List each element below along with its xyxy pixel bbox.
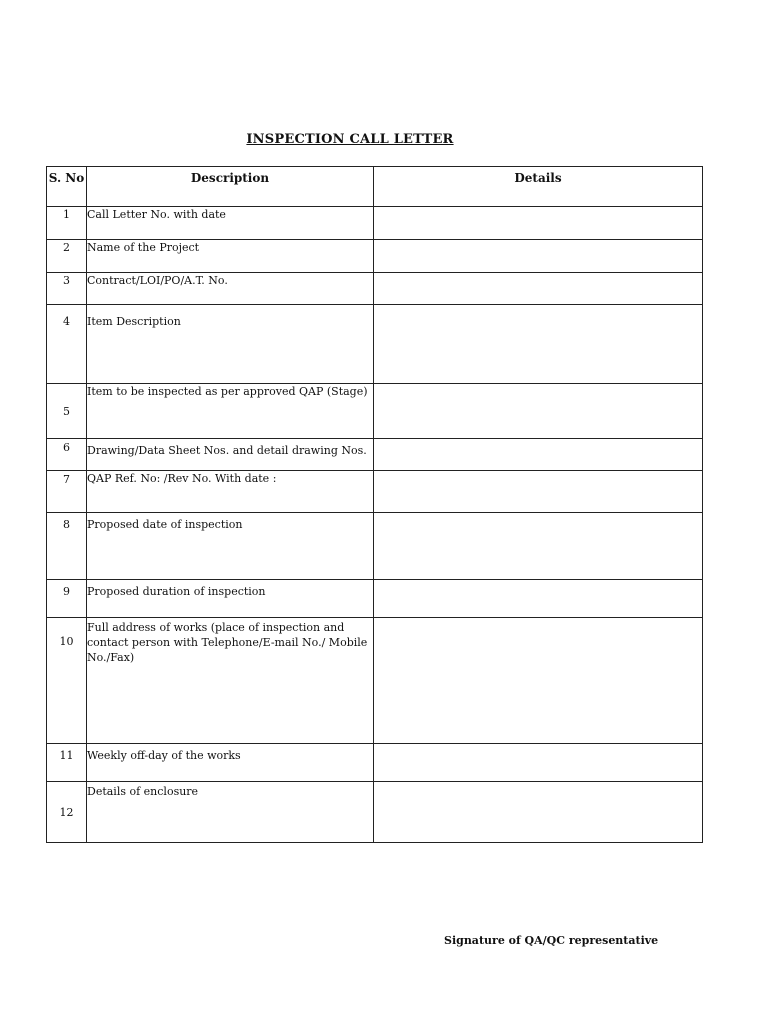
row-description: Proposed duration of inspection xyxy=(87,580,374,618)
table-row xyxy=(47,273,703,305)
table-row xyxy=(47,471,703,513)
row-description: Weekly off-day of the works xyxy=(87,744,374,782)
table-row xyxy=(47,744,703,782)
table-row xyxy=(47,513,703,580)
header-details: Details xyxy=(374,167,703,207)
row-description: Contract/LOI/PO/A.T. No. xyxy=(87,273,374,305)
row-description: Details of enclosure xyxy=(87,782,374,843)
row-sno: 11 xyxy=(47,744,87,782)
table-row xyxy=(47,240,703,273)
row-description: Item Description xyxy=(87,305,374,384)
row-description: Full address of works (place of inspection and contact person with Telephone/E-mail No./ Mobile No./Fax) xyxy=(87,618,374,744)
row-sno: 9 xyxy=(47,580,87,618)
signature-label: Signature of QA/QC representative xyxy=(444,934,659,947)
row-details-cell[interactable] xyxy=(374,273,703,305)
row-sno: 1 xyxy=(47,207,87,240)
row-sno: 12 xyxy=(47,782,87,843)
row-description: Proposed date of inspection xyxy=(87,513,374,580)
table-row xyxy=(47,439,703,471)
table-row xyxy=(47,207,703,240)
table-row xyxy=(47,580,703,618)
row-details-cell[interactable] xyxy=(374,618,703,744)
row-details-cell[interactable] xyxy=(374,513,703,580)
row-details-cell[interactable] xyxy=(374,744,703,782)
row-sno: 7 xyxy=(47,471,87,513)
row-description: QAP Ref. No: /Rev No. With date : xyxy=(87,471,374,513)
row-description: Call Letter No. with date xyxy=(87,207,374,240)
row-sno: 2 xyxy=(47,240,87,273)
row-details-cell[interactable] xyxy=(374,439,703,471)
row-sno: 6 xyxy=(47,439,87,471)
row-description: Name of the Project xyxy=(87,240,374,273)
row-sno: 5 xyxy=(47,384,87,439)
document-title: INSPECTION CALL LETTER xyxy=(246,132,454,147)
row-sno: 3 xyxy=(47,273,87,305)
table-header-row xyxy=(47,167,703,207)
table-row xyxy=(47,384,703,439)
row-details-cell[interactable] xyxy=(374,580,703,618)
row-description: Item to be inspected as per approved QAP (Stage) xyxy=(87,384,374,439)
row-sno: 8 xyxy=(47,513,87,580)
inspection-table xyxy=(46,166,703,843)
row-sno: 10 xyxy=(47,618,87,744)
row-description: Drawing/Data Sheet Nos. and detail drawing Nos. xyxy=(87,439,374,471)
row-details-cell[interactable] xyxy=(374,207,703,240)
table-row xyxy=(47,782,703,843)
header-description: Description xyxy=(87,167,374,207)
table-row xyxy=(47,618,703,744)
row-details-cell[interactable] xyxy=(374,305,703,384)
row-details-cell[interactable] xyxy=(374,384,703,439)
row-sno: 4 xyxy=(47,305,87,384)
row-details-cell[interactable] xyxy=(374,782,703,843)
header-sno: S. No xyxy=(47,167,87,207)
row-details-cell[interactable] xyxy=(374,471,703,513)
row-details-cell[interactable] xyxy=(374,240,703,273)
table-row xyxy=(47,305,703,384)
